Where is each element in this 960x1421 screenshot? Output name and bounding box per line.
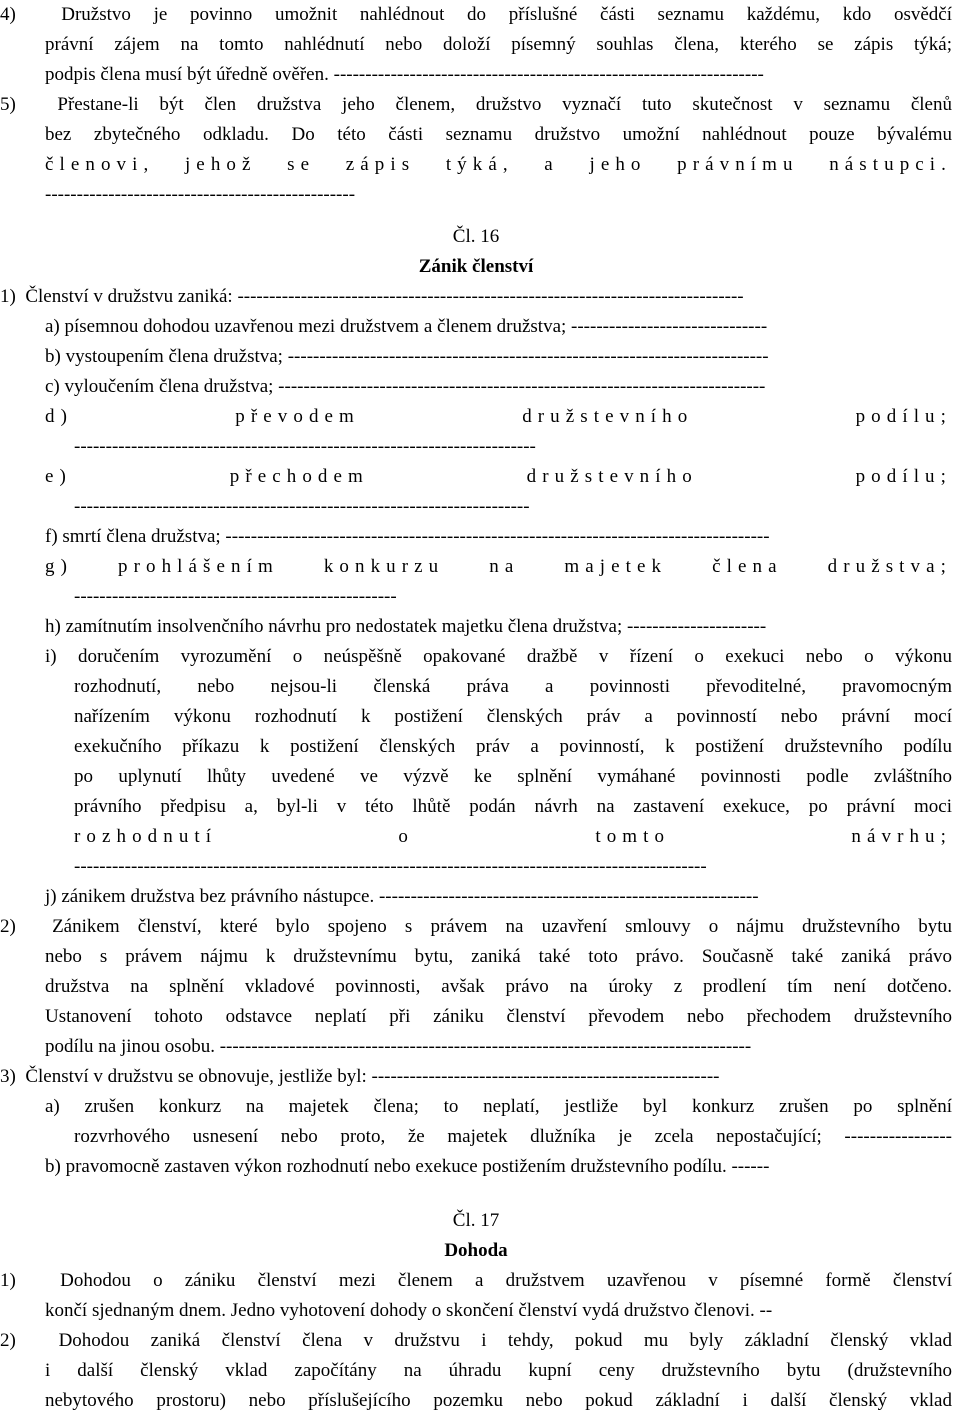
text-line: po uplynutí lhůty uvedené ve výzvě ke splnění vymáhané povinnosti podle zvláštního: [74, 766, 952, 787]
text-line: bez zbytečného odkladu. Do této části seznamu družstvo umožní nahlédnout pouze bývalému: [45, 124, 952, 145]
text-line: d) převodem družstevního podílu;: [45, 406, 952, 427]
text-line: e) přechodem družstevního podílu;: [45, 466, 952, 487]
text-line: členovi, jehož se zápis týká, a jeho právnímu nástupci.: [45, 154, 952, 175]
text-line: 2) Dohodou zaniká členství člena v družstvu i tehdy, pokud mu byly základní členský vklad: [0, 1330, 952, 1351]
text-line: g) prohlášením konkurzu na majetek člena družstva;: [45, 556, 952, 577]
text-line: exekučního příkazu k postižení členských práv a povinností, k postižení družstevního podílu: [74, 736, 952, 757]
text-line: j) zánikem družstva bez právního nástupce. ------------------------------------------------------------: [45, 886, 759, 907]
heading-line: Čl. 16: [452, 226, 500, 247]
text-line: nařízením výkonu rozhodnutí k postižení členských práv a povinností nebo právní mocí: [74, 706, 952, 727]
text-line: a) písemnou dohodou uzavřenou mezi družstvem a členem družstva; -------------------------------: [45, 316, 768, 337]
text-line: rozvrhového usnesení nebo proto, že majetek dlužníka je zcela nepostačující; -----------------: [74, 1126, 952, 1147]
text-line: 2) Zánikem členství, které bylo spojeno s právem na uzavření smlouvy o nájmu družstevního bytu: [0, 916, 952, 937]
text-line: b) pravomocně zastaven výkon rozhodnutí nebo exekuce postižením družstevního podílu. ------: [45, 1156, 770, 1177]
text-line: Ustanovení tohoto odstavce neplatí při zániku členství převodem nebo přechodem družstevního: [45, 1006, 952, 1027]
text-line: podílu na jinou osobu. ------------------------------------------------------------------------------------: [45, 1036, 752, 1057]
text-line: i) doručením vyrozumění o neúspěšně opakované dražbě v řízení o exekuci nebo o výkonu: [45, 646, 952, 667]
text-line: 4) Družstvo je povinno umožnit nahlédnout do příslušné části seznamu každému, kdo osvědčí: [0, 4, 952, 25]
heading-line: Zánik členství: [418, 256, 534, 277]
text-line: nebo s právem nájmu k družstevnímu bytu, zaniká také toto právo. Současně také zaniká právo: [45, 946, 952, 967]
text-line: právního předpisu a, byl-li v této lhůtě podán návrh na zastavení exekuce, po právní moci: [74, 796, 952, 817]
text-line: b) vystoupením člena družstva; ----------------------------------------------------------------------------: [45, 346, 769, 367]
text-line: ---------------------------------------------------: [74, 586, 397, 607]
text-line: f) smrtí člena družstva; --------------------------------------------------------------------------------------: [45, 526, 770, 547]
text-line: ------------------------------------------------------------------------: [74, 496, 530, 517]
text-line: ----------------------------------------------------------------------------------------------------: [74, 856, 707, 877]
text-line: a) zrušen konkurz na majetek člena; to neplatí, jestliže byl konkurz zrušen po splnění: [45, 1096, 952, 1117]
text-line: podpis člena musí být úředně ověřen. --------------------------------------------------------------------: [45, 64, 764, 85]
heading-line: Dohoda: [444, 1240, 508, 1261]
text-line: právní zájem na tomto nahlédnutí nebo doloží písemný souhlas člena, kterého se zápis týká;: [45, 34, 952, 55]
text-line: h) zamítnutím insolvenčního návrhu pro nedostatek majetku člena družstva; ----------------------: [45, 616, 767, 637]
text-line: končí sjednaným dnem. Jedno vyhotovení dohody o skončení členství vydá družstvo členovi. --: [45, 1300, 773, 1321]
spacer: [0, 210, 952, 222]
text-line: 1) Členství v družstvu zaniká: --------------------------------------------------------------------------------: [0, 286, 744, 307]
text-line: i další členský vklad započítány na úhradu kupní ceny družstevního bytu (družstevního: [45, 1360, 952, 1381]
text-line: rozhodnutí, nebo nejsou-li členská práva a povinnosti převoditelné, pravomocným: [74, 676, 952, 697]
text-line: c) vyloučením člena družstva; -----------------------------------------------------------------------------: [45, 376, 766, 397]
text-line: -------------------------------------------------------------------------: [74, 436, 536, 457]
text-line: nebytového prostoru) nebo příslušejícího pozemku nebo pokud základní i další členský vklad: [45, 1390, 952, 1411]
heading-line: Čl. 17: [452, 1210, 500, 1231]
text-line: rozhodnutí o tomto návrhu;: [74, 826, 952, 847]
text-line: 1) Dohodou o zániku členství mezi členem a družstvem uzavřenou v písemné formě členství: [0, 1270, 952, 1291]
text-line: -------------------------------------------------: [45, 184, 356, 205]
text-line: družstva na splnění vkladové povinnosti, avšak právo na úroky z prodlení tím není dotčeno.: [45, 976, 952, 997]
text-line: 3) Členství v družstvu se obnovuje, jestliže byl: -------------------------------------------------------: [0, 1066, 720, 1087]
spacer: [0, 1194, 952, 1206]
spacer: [0, 1182, 952, 1194]
text-line: 5) Přestane-li být člen družstva jeho členem, družstvo vyznačí tuto skutečnost v seznamu členů: [0, 94, 952, 115]
